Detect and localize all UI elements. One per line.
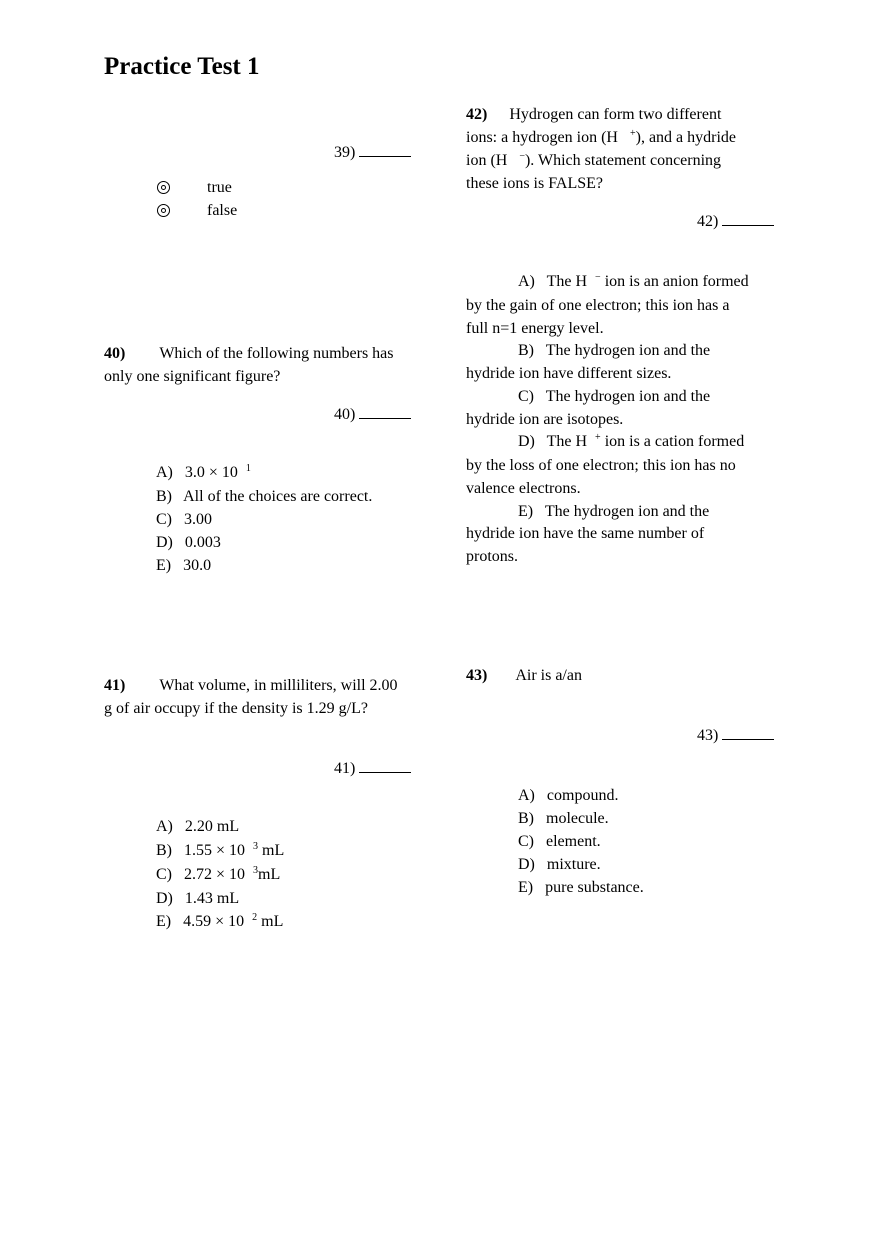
q43-question xyxy=(466,666,582,686)
q42-choice-a-line3: full n=1 energy level. xyxy=(466,320,604,337)
q42-choice-a[interactable]: A) The H − ion is an anion formed xyxy=(518,272,749,290)
q40-choice-b[interactable]: B) All of the choices are correct. xyxy=(156,488,373,505)
q43-number: 43) xyxy=(466,667,488,684)
q40-text-line2: only one significant figure? xyxy=(104,368,281,385)
q40-number: 40) xyxy=(104,345,126,362)
q41-choice-a[interactable]: A) 2.20 mL xyxy=(156,818,240,835)
option-true-label: true xyxy=(207,179,232,196)
q42-choice-b-line2: hydride ion have different sizes. xyxy=(466,365,672,382)
q41-choice-d[interactable]: D) 1.43 mL xyxy=(156,890,240,907)
q43-choice-a[interactable]: A) compound. xyxy=(518,787,619,804)
q43-choice-c[interactable]: C) element. xyxy=(518,833,601,850)
q42-choice-e-line2: hydride ion have the same number of xyxy=(466,525,705,542)
q42-number: 42) xyxy=(466,106,488,123)
q41-choice-b[interactable]: B) 1.55 × 10 $^3$ mL xyxy=(156,841,285,859)
q41-choice-c[interactable]: C) 2.72 × 10 $^3$mL xyxy=(156,865,281,883)
q40-question xyxy=(104,344,394,364)
q40-choice-c[interactable]: C) 3.00 xyxy=(156,511,212,528)
q40-answer-blank[interactable]: 40) xyxy=(334,404,411,425)
q40-choice-e[interactable]: E) 30.0 xyxy=(156,557,212,574)
radio-true[interactable] xyxy=(157,181,170,194)
q42-text-line2: ions: a hydrogen ion (H +), and a hydride xyxy=(466,128,737,146)
q41-number: 41) xyxy=(104,677,126,694)
q42-answer-blank[interactable]: 42) xyxy=(697,211,774,232)
q42-choice-c-line2: hydride ion are isotopes. xyxy=(466,411,624,428)
q42-text-line1: Hydrogen can form two different xyxy=(509,106,722,123)
answer-line xyxy=(359,142,411,157)
q39-answer-blank[interactable]: 39) xyxy=(334,142,411,163)
q43-choice-e[interactable]: E) pure substance. xyxy=(518,879,644,896)
q42-text-line4: these ions is FALSE? xyxy=(466,175,604,192)
q42-choice-c[interactable]: C) The hydrogen ion and the xyxy=(518,388,711,405)
q40-text-line1: Which of the following numbers has xyxy=(159,345,394,362)
q42-choice-b[interactable]: B) The hydrogen ion and the xyxy=(518,342,711,359)
q41-answer-blank[interactable]: 41) xyxy=(334,758,411,779)
answer-line xyxy=(722,211,774,226)
option-false-label: false xyxy=(207,202,238,219)
q42-choice-e[interactable]: E) The hydrogen ion and the xyxy=(518,503,710,520)
q42-choice-d-line2: by the loss of one electron; this ion has no xyxy=(466,457,736,474)
q42-choice-e-line3: protons. xyxy=(466,548,518,565)
q43-answer-blank[interactable]: 43) xyxy=(697,725,774,746)
q43-choice-d[interactable]: D) mixture. xyxy=(518,856,601,873)
answer-line xyxy=(359,404,411,419)
radio-false[interactable] xyxy=(157,204,170,217)
q42-text-line3: ion (H −). Which statement concerning xyxy=(466,151,722,169)
q41-choice-e[interactable]: E) 4.59 × 10 $^2$ mL xyxy=(156,912,284,930)
q42-choice-a-line2: by the gain of one electron; this ion has a xyxy=(466,297,730,314)
page-title: Practice Test 1 xyxy=(104,53,260,80)
answer-line xyxy=(722,725,774,740)
q41-question xyxy=(104,676,398,696)
q42-choice-d-line3: valence electrons. xyxy=(466,480,581,497)
q42-choice-d[interactable]: D) The H + ion is a cation formed xyxy=(518,432,745,450)
q40-choice-a[interactable]: A) 3.0 × 10 $^1$ xyxy=(156,463,251,481)
q42-question xyxy=(466,105,721,125)
q41-text-line2: g of air occupy if the density is 1.29 g/L? xyxy=(104,700,368,717)
q43-choice-b[interactable]: B) molecule. xyxy=(518,810,609,827)
q43-text: Air is a/an xyxy=(515,667,582,684)
q41-text-line1: What volume, in milliliters, will 2.00 xyxy=(159,677,398,694)
answer-line xyxy=(359,758,411,773)
q40-choice-d[interactable]: D) 0.003 xyxy=(156,534,221,551)
